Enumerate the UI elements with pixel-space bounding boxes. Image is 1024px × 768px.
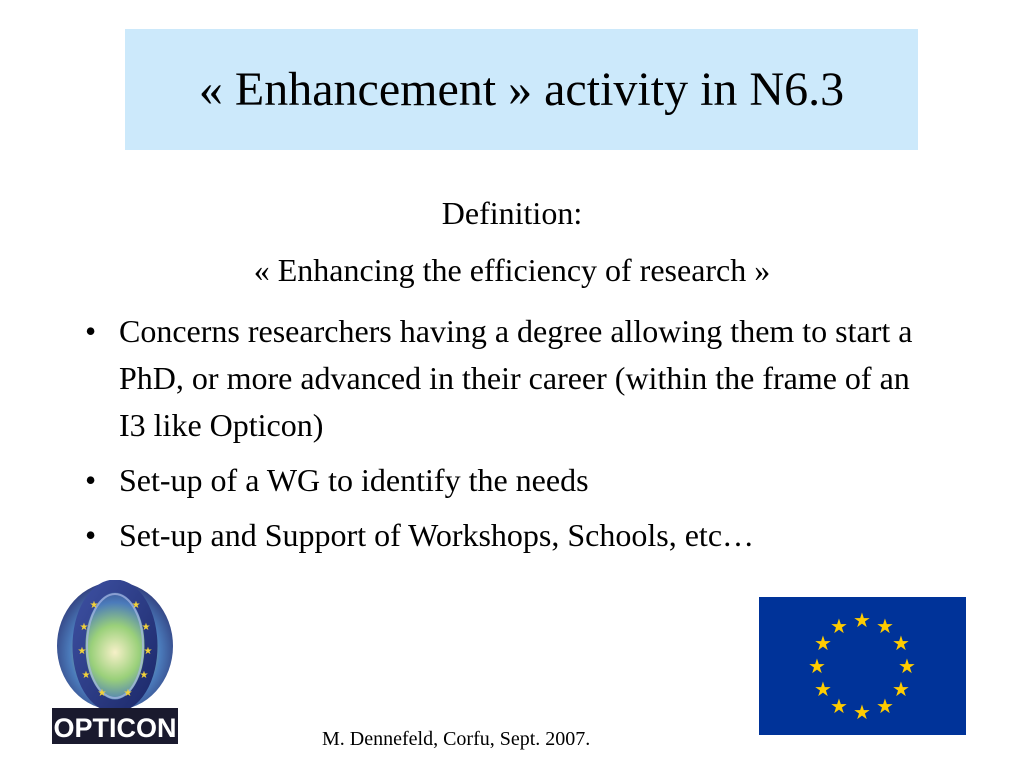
svg-text:★: ★	[81, 670, 91, 681]
svg-text:★: ★	[89, 600, 99, 611]
definition-quote: « Enhancing the efficiency of research »	[253, 252, 771, 288]
bullet-list	[75, 308, 915, 567]
bullet-text: Set-up and Support of Workshops, Schools, etc…	[119, 517, 755, 553]
definition-label: Definition:	[441, 195, 583, 231]
svg-text:★: ★	[892, 631, 910, 655]
footer-credit: M. Dennefeld, Corfu, Sept. 2007.	[322, 728, 591, 750]
svg-text:★: ★	[898, 654, 916, 678]
svg-text:★: ★	[139, 670, 149, 681]
opticon-logo-text: OPTICON	[53, 713, 177, 743]
svg-text:★: ★	[79, 622, 89, 633]
svg-text:★: ★	[830, 694, 848, 718]
svg-text:★: ★	[892, 677, 910, 701]
svg-text:★: ★	[808, 654, 826, 678]
svg-text:★: ★	[853, 608, 871, 632]
bullet-text: Concerns researchers having a degree allowing them to start a PhD, or more advanced in their career (within the frame of an I3 like Opticon)	[119, 313, 913, 443]
eu-flag-icon	[759, 597, 966, 735]
bullet-item	[75, 512, 915, 559]
bullet-text: Set-up of a WG to identify the needs	[119, 462, 589, 498]
svg-text:★: ★	[876, 694, 894, 718]
title-box	[125, 29, 918, 150]
svg-text:★: ★	[77, 646, 87, 657]
opticon-logo-icon	[52, 580, 178, 744]
svg-text:★: ★	[141, 622, 151, 633]
bullet-dot-icon: •	[85, 462, 97, 498]
svg-text:★: ★	[143, 646, 153, 657]
svg-text:★: ★	[853, 700, 871, 724]
svg-text:★: ★	[876, 614, 894, 638]
bullet-dot-icon: •	[85, 517, 97, 553]
bullet-item	[75, 457, 915, 504]
svg-text:★: ★	[814, 677, 832, 701]
bullet-dot-icon: •	[85, 313, 97, 349]
bullet-item	[75, 308, 915, 449]
svg-text:★: ★	[97, 688, 107, 699]
svg-text:★: ★	[830, 614, 848, 638]
slide-title: « Enhancement » activity in N6.3	[198, 63, 845, 116]
svg-text:★: ★	[131, 600, 141, 611]
svg-text:★: ★	[814, 631, 832, 655]
svg-text:★: ★	[123, 688, 133, 699]
